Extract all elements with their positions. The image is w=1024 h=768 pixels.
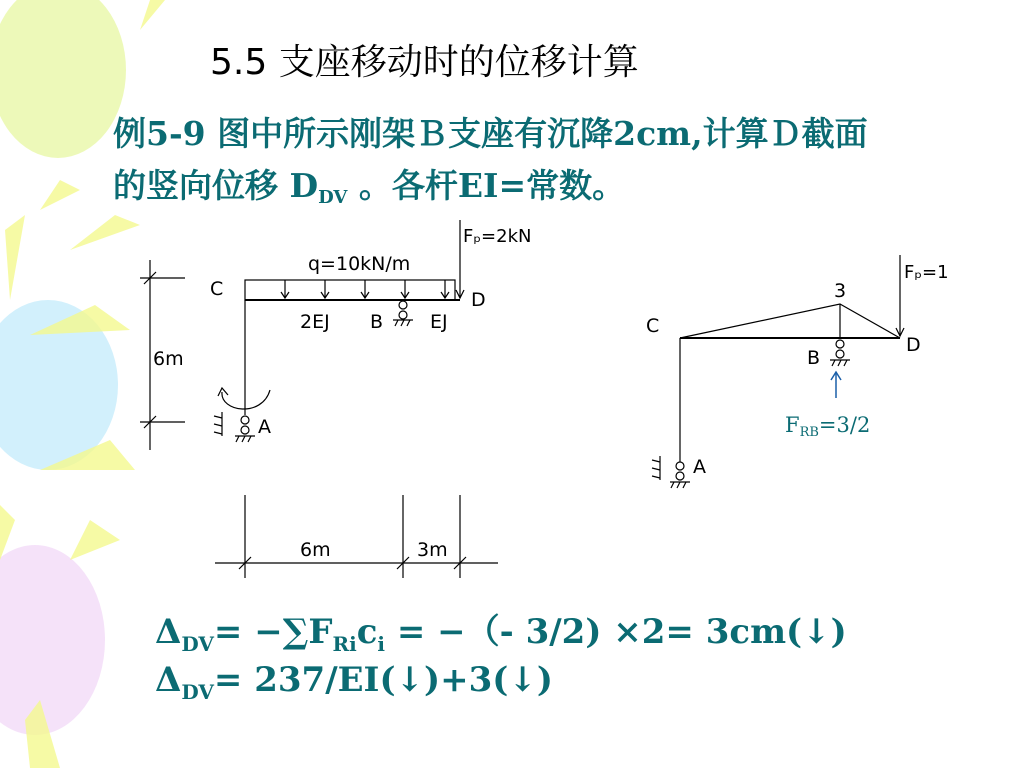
eq1-rest: = −（- 3/2) ×2= 3cm(↓) bbox=[385, 612, 847, 652]
node-a-virtual-label: A bbox=[693, 456, 706, 478]
problem-line-2-prefix: 的竖向位移 D bbox=[113, 166, 319, 205]
slide-title: 5.5 支座移动时的位移计算 bbox=[210, 42, 639, 83]
node-c-label: C bbox=[210, 278, 224, 300]
reaction-label-subscript: RB bbox=[799, 425, 819, 440]
problem-line-2-suffix: 。各杆EI=常数。 bbox=[347, 166, 626, 205]
dimension-span2-label: 3m bbox=[417, 539, 448, 561]
dimension-height-label: 6m bbox=[153, 348, 184, 370]
node-3-label: 3 bbox=[834, 280, 847, 302]
node-d-label: D bbox=[471, 289, 486, 311]
eq1-subscript-ri: Ri bbox=[332, 632, 357, 656]
problem-line-1: 例5-9 图中所示刚架Ｂ支座有沉降2cm,计算Ｄ截面 bbox=[113, 114, 868, 153]
node-a-label: A bbox=[258, 416, 271, 438]
eq2-subscript: DV bbox=[181, 680, 214, 704]
eq1-delta: Δ bbox=[155, 612, 182, 652]
reaction-label-main: F bbox=[785, 413, 800, 437]
equation-1 bbox=[155, 604, 847, 656]
support-b-virtual bbox=[830, 340, 850, 366]
node-c-virtual-label: C bbox=[646, 315, 660, 337]
eq1-c: c bbox=[356, 612, 378, 652]
eq1-body: = −∑F bbox=[213, 612, 333, 652]
eq1-subscript: DV bbox=[181, 632, 214, 656]
equation-2 bbox=[155, 660, 553, 704]
reaction-label-value: =3/2 bbox=[818, 413, 871, 437]
dimension-span1-label: 6m bbox=[300, 539, 331, 561]
support-a-virtual bbox=[652, 456, 690, 488]
force-fp-label: Fₚ=2kN bbox=[463, 226, 532, 247]
unit-force-label: Fₚ=1 bbox=[904, 262, 949, 283]
reaction-label bbox=[785, 413, 870, 440]
problem-line-2-subscript: DV bbox=[318, 187, 348, 208]
node-d-virtual-label: D bbox=[906, 334, 921, 356]
eq2-rest: = 237/EI(↓)+3(↓) bbox=[213, 660, 553, 700]
node-b-virtual-label: B bbox=[807, 347, 821, 369]
moment-diagram-outline bbox=[680, 304, 900, 338]
load-q-label: q=10kN/m bbox=[308, 253, 411, 275]
stiffness-ej-label: EJ bbox=[430, 311, 448, 333]
eq1-subscript-i: i bbox=[377, 632, 385, 656]
node-b-label: B bbox=[370, 311, 384, 333]
reaction-arrow bbox=[831, 372, 841, 398]
eq2-delta: Δ bbox=[155, 660, 182, 700]
stiffness-2ej-label: 2EJ bbox=[300, 311, 330, 333]
